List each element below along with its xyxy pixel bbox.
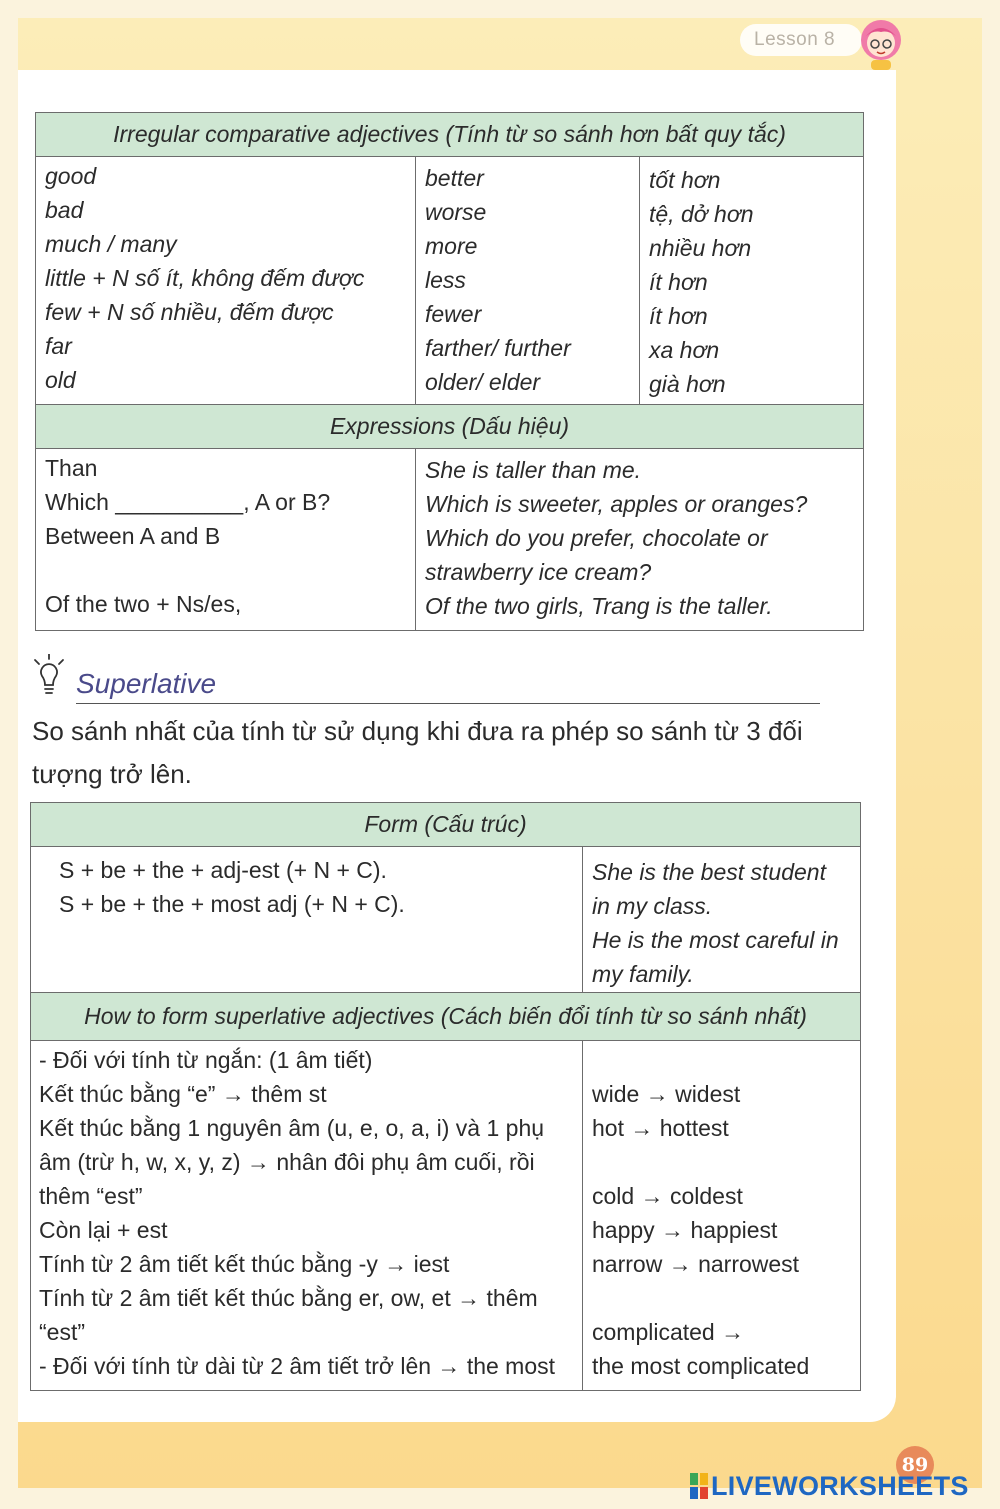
how-to-form-header: How to form superlative adjectives (Cách biến đổi tính từ so sánh nhất) <box>31 993 861 1041</box>
list-item: bad <box>45 197 84 223</box>
list-item: wide → widest <box>592 1081 741 1107</box>
list-item: in my class. <box>592 893 713 919</box>
list-item <box>592 1145 860 1179</box>
brand-label: LIVEWORKSHEETS <box>711 1471 969 1501</box>
list-item: narrow → narrowest <box>592 1251 800 1277</box>
rule-examples-column <box>583 1041 861 1391</box>
meanings-column <box>640 157 864 405</box>
liveworksheets-logo[interactable] <box>690 1470 969 1502</box>
list-item: tốt hơn <box>649 167 721 193</box>
list-item: ít hơn <box>649 303 708 329</box>
list-item: ít hơn <box>649 269 708 295</box>
list-item: my family. <box>592 961 694 987</box>
list-item: much / many <box>45 231 177 257</box>
list-item: S + be + the + adj-est (+ N + C). <box>59 857 387 883</box>
comparatives-column <box>416 157 640 405</box>
list-item <box>45 553 415 587</box>
list-item: fewer <box>425 301 482 327</box>
list-item: Kết thúc bằng 1 nguyên âm (u, e, o, a, i) và 1 phụ <box>39 1115 545 1141</box>
list-item: complicated → <box>592 1319 745 1345</box>
form-examples-column <box>583 847 861 993</box>
superlative-heading: Superlative <box>76 668 217 699</box>
list-item: Tính từ 2 âm tiết kết thúc bằng er, ow, et → thêm <box>39 1285 538 1311</box>
list-item: worse <box>425 199 487 225</box>
lesson-label: Lesson 8 <box>740 24 862 56</box>
list-item: He is the most careful in <box>592 927 839 953</box>
expression-examples-column <box>416 449 864 631</box>
list-item: Tính từ 2 âm tiết kết thúc bằng -y → iest <box>39 1251 450 1277</box>
list-item: S + be + the + most adj (+ N + C). <box>59 891 405 917</box>
heading-divider <box>76 703 820 704</box>
list-item: older/ elder <box>425 369 541 395</box>
list-item: far <box>45 333 72 359</box>
adjectives-column <box>36 157 416 405</box>
list-item: She is taller than me. <box>425 457 642 483</box>
list-item: the most complicated <box>592 1353 810 1379</box>
list-item: âm (trừ h, w, x, y, z) → nhân đôi phụ âm cuối, rồi <box>39 1149 535 1175</box>
list-item <box>592 1043 860 1077</box>
list-item: more <box>425 233 478 259</box>
list-item: - Đối với tính từ ngắn: (1 âm tiết) <box>39 1047 373 1073</box>
list-item: thêm “est” <box>39 1183 143 1209</box>
list-item: Kết thúc bằng “e” → thêm st <box>39 1081 327 1107</box>
list-item: - Đối với tính từ dài từ 2 âm tiết trở lên → the most <box>39 1353 556 1379</box>
list-item: She is the best student <box>592 859 826 885</box>
list-item: less <box>425 267 466 293</box>
list-item: hot → hottest <box>592 1115 729 1141</box>
list-item: Than <box>45 455 98 481</box>
irregular-comparatives-table <box>35 112 864 631</box>
irregular-table-header: Irregular comparative adjectives (Tính từ so sánh hơn bất quy tắc) <box>36 113 864 157</box>
list-item: old <box>45 367 76 393</box>
superlative-table <box>30 802 861 1391</box>
list-item: strawberry ice cream? <box>425 559 652 585</box>
list-item: few + N số nhiều, đếm được <box>45 299 334 325</box>
list-item: farther/ further <box>425 335 571 361</box>
rules-column <box>31 1041 583 1391</box>
list-item <box>592 1281 860 1315</box>
list-item: Of the two girls, Trang is the taller. <box>425 593 773 619</box>
list-item: better <box>425 165 484 191</box>
list-item: Between A and B <box>45 523 221 549</box>
form-structures-column <box>31 847 583 993</box>
list-item: good <box>45 163 97 189</box>
mascot-girl-icon <box>856 16 906 72</box>
list-item: Of the two + Ns/es, <box>45 591 242 617</box>
list-item: happy → happiest <box>592 1217 778 1243</box>
page-number: 89 <box>896 1446 934 1484</box>
superlative-intro: So sánh nhất của tính từ sử dụng khi đưa ra phép so sánh từ 3 đối tượng trở lên. <box>32 716 803 789</box>
list-item: Which __________, A or B? <box>45 489 331 515</box>
list-item: “est” <box>39 1319 85 1345</box>
expressions-header: Expressions (Dấu hiệu) <box>36 405 864 449</box>
expression-signals-column <box>36 449 416 631</box>
list-item: Which is sweeter, apples or oranges? <box>425 491 808 517</box>
list-item: nhiều hơn <box>649 235 752 261</box>
list-item: già hơn <box>649 371 726 397</box>
list-item: xa hơn <box>649 337 720 363</box>
liveworksheets-logo-icon <box>690 1473 708 1499</box>
list-item: cold → coldest <box>592 1183 743 1209</box>
list-item: Còn lại + est <box>39 1217 168 1243</box>
lightbulb-icon <box>32 654 66 700</box>
list-item: tệ, dở hơn <box>649 201 754 227</box>
form-header: Form (Cấu trúc) <box>31 803 861 847</box>
list-item: little + N số ít, không đếm được <box>45 265 365 291</box>
list-item: Which do you prefer, chocolate or <box>425 525 768 551</box>
